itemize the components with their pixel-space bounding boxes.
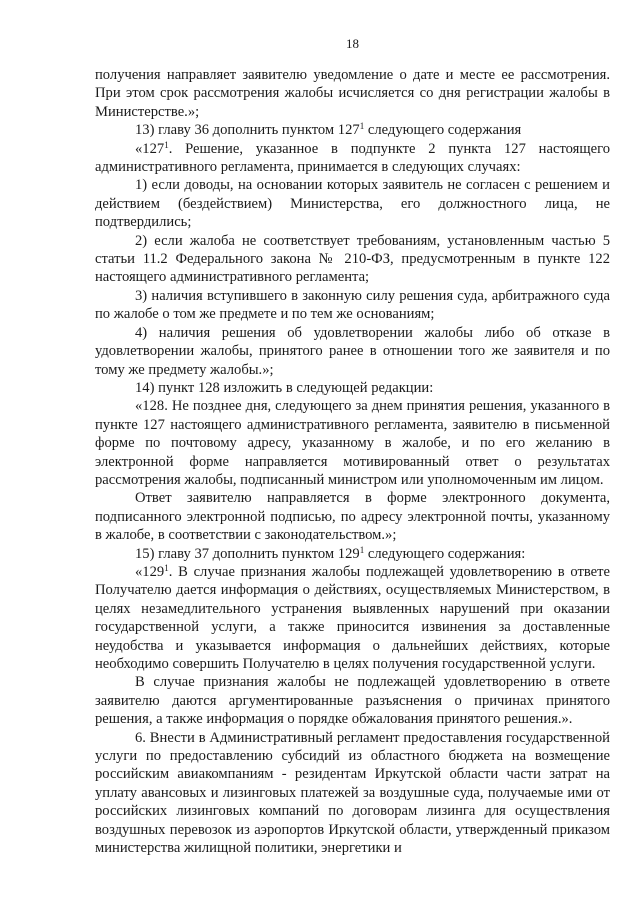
paragraph-text: следующего содержания: <box>364 545 526 562</box>
paragraph-text: 15) главу 37 дополнить пунктом 129 <box>135 545 360 562</box>
paragraph: 1) если доводы, на основании которых заявитель не согласен с решением и действием (бездействием) Министерства, его должностного лица, не подтвердились; <box>95 177 610 231</box>
paragraph <box>95 121 610 139</box>
paragraph-text: . В случае признания жалобы подлежащей удовлетворению в ответе Получателю дается информация о действиях, осуществляемых Министерством, в целях незамедлительного устранения выявленных нарушений при оказании государственной услуги, а также приносится извинения за доставленные неудобства и указывается информация о дальнейших действиях, которые необходимо совершить Получателю в целях получения государственной услуги. <box>95 563 610 672</box>
superscript: 1 <box>164 562 169 573</box>
superscript: 1 <box>359 544 365 555</box>
superscript: 1 <box>359 121 365 132</box>
paragraph: «128. Не позднее дня, следующего за днем принятия решения, указанного в пункте 127 настоящего административного регламента, заявителю в письменной форме по почтовому адресу, указанному в жалобе, и по его желанию в электронной форме направляется мотивированный ответ о результатах рассмотрения жалобы, подписанный министром или уполномоченным им лицом. <box>95 398 610 488</box>
paragraph-text: следующего содержания <box>364 122 522 139</box>
paragraph: Ответ заявителю направляется в форме электронного документа, подписанного электронной подписью, по адресу электронной почты, указанному в жалобе, в соответствии с законодательством.»; <box>95 490 610 544</box>
paragraph: получения направляет заявителю уведомление о дате и месте ее рассмотрения. При этом срок рассмотрения жалобы исчисляется со дня регистрации жалобы в Министерстве.»; <box>95 67 610 120</box>
paragraph-text: 13) главу 36 дополнить пунктом 127 <box>135 122 360 139</box>
paragraph: 4) наличия решения об удовлетворении жалобы либо об отказе в удовлетворении жалобы, принятого ранее в отношении того же заявителя и по тому же предмету жалобы.»; <box>95 324 610 378</box>
paragraph: 6. Внести в Административный регламент предоставления государственной услуги по предоставлению субсидий из областного бюджета на возмещение российским авиакомпаниям - резидентам Иркутской области части затрат на уплату авансовых и лизинговых платежей за воздушные суда, получаемые ими от российских лизинговых компаний по договорам лизинга для осуществления воздушных перевозок из аэропортов Иркутской области, утвержденный приказом министерства жилищной политики, энергетики и <box>95 729 610 857</box>
paragraph-text: «129 <box>135 563 165 580</box>
paragraph <box>95 563 610 673</box>
paragraph <box>95 140 610 177</box>
paragraph: 2) если жалоба не соответствует требованиям, установленным частью 5 статьи 11.2 Федерального закона № 210-ФЗ, предусмотренным в пункте 122 настоящего административного регламента; <box>95 232 610 286</box>
paragraph-text: «127 <box>135 140 165 157</box>
paragraph: 3) наличия вступившего в законную силу решения суда, арбитражного суда по жалобе о том же предмете и по тем же основаниям; <box>95 287 610 323</box>
paragraph-text: . Решение, указанное в подпункте 2 пункта 127 настоящего административного регламента, принимается в следующих случаях: <box>95 140 610 176</box>
paragraph <box>95 545 610 563</box>
paragraph: 14) пункт 128 изложить в следующей редакции: <box>135 379 434 396</box>
paragraph: В случае признания жалобы не подлежащей удовлетворению в ответе заявителю даются аргументированные разъяснения о причинах принятого решения, а также информация о порядке обжалования принятого решения.». <box>95 674 610 728</box>
document-body <box>95 66 610 857</box>
superscript: 1 <box>164 139 169 150</box>
page-number: 18 <box>346 36 359 51</box>
